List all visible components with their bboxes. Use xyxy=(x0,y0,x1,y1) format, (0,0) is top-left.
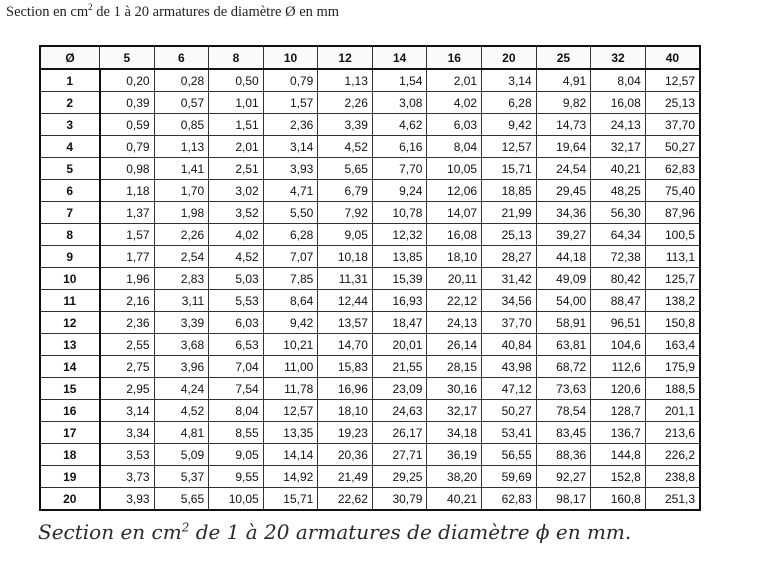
section-value-cell: 1,57 xyxy=(100,224,155,246)
section-value-cell: 40,21 xyxy=(591,158,646,180)
diameter-header: 8 xyxy=(209,46,264,69)
section-value-cell: 120,6 xyxy=(591,378,646,400)
section-value-cell: 49,09 xyxy=(536,268,591,290)
section-value-cell: 9,05 xyxy=(209,444,264,466)
table-row xyxy=(40,136,700,158)
section-value-cell: 29,25 xyxy=(372,466,427,488)
section-value-cell: 5,53 xyxy=(209,290,264,312)
section-value-cell: 8,64 xyxy=(263,290,318,312)
section-value-cell: 98,17 xyxy=(536,488,591,511)
section-value-cell: 3,39 xyxy=(154,312,209,334)
section-value-cell: 11,00 xyxy=(263,356,318,378)
section-value-cell: 3,14 xyxy=(482,69,537,92)
section-value-cell: 6,28 xyxy=(263,224,318,246)
table-header-row xyxy=(40,46,700,69)
section-value-cell: 32,17 xyxy=(427,400,482,422)
table-row xyxy=(40,268,700,290)
section-value-cell: 92,27 xyxy=(536,466,591,488)
bar-count-cell: 2 xyxy=(40,92,100,114)
section-value-cell: 87,96 xyxy=(645,202,700,224)
section-value-cell: 8,04 xyxy=(427,136,482,158)
section-value-cell: 3,39 xyxy=(318,114,373,136)
section-value-cell: 3,52 xyxy=(209,202,264,224)
section-value-cell: 213,6 xyxy=(645,422,700,444)
section-value-cell: 18,10 xyxy=(427,246,482,268)
rebar-section-table xyxy=(39,45,701,511)
section-value-cell: 4,52 xyxy=(209,246,264,268)
section-value-cell: 2,36 xyxy=(100,312,155,334)
section-value-cell: 4,52 xyxy=(318,136,373,158)
section-value-cell: 1,01 xyxy=(209,92,264,114)
diameter-header: 14 xyxy=(372,46,427,69)
section-value-cell: 36,19 xyxy=(427,444,482,466)
section-value-cell: 34,36 xyxy=(536,202,591,224)
section-value-cell: 0,79 xyxy=(100,136,155,158)
section-value-cell: 10,78 xyxy=(372,202,427,224)
table-row xyxy=(40,246,700,268)
diameter-header: 10 xyxy=(263,46,318,69)
section-value-cell: 20,01 xyxy=(372,334,427,356)
diameter-header: 32 xyxy=(591,46,646,69)
bar-count-cell: 4 xyxy=(40,136,100,158)
section-value-cell: 39,27 xyxy=(536,224,591,246)
section-value-cell: 30,79 xyxy=(372,488,427,511)
diameter-header: 20 xyxy=(482,46,537,69)
section-value-cell: 6,79 xyxy=(318,180,373,202)
bar-count-cell: 5 xyxy=(40,158,100,180)
section-value-cell: 7,92 xyxy=(318,202,373,224)
section-value-cell: 16,93 xyxy=(372,290,427,312)
bar-count-cell: 13 xyxy=(40,334,100,356)
section-value-cell: 1,96 xyxy=(100,268,155,290)
section-value-cell: 125,7 xyxy=(645,268,700,290)
title-prefix: Section en cm xyxy=(6,3,89,20)
section-value-cell: 1,54 xyxy=(372,69,427,92)
caption-prefix: Section en cm xyxy=(38,520,182,544)
section-value-cell: 3,96 xyxy=(154,356,209,378)
section-value-cell: 12,06 xyxy=(427,180,482,202)
section-value-cell: 112,6 xyxy=(591,356,646,378)
section-value-cell: 5,09 xyxy=(154,444,209,466)
section-value-cell: 7,54 xyxy=(209,378,264,400)
section-value-cell: 63,81 xyxy=(536,334,591,356)
bar-count-cell: 16 xyxy=(40,400,100,422)
bar-count-cell: 7 xyxy=(40,202,100,224)
bar-count-cell: 6 xyxy=(40,180,100,202)
section-value-cell: 4,02 xyxy=(427,92,482,114)
section-value-cell: 1,98 xyxy=(154,202,209,224)
section-value-cell: 2,54 xyxy=(154,246,209,268)
section-value-cell: 14,73 xyxy=(536,114,591,136)
section-value-cell: 40,21 xyxy=(427,488,482,511)
diameter-header: 25 xyxy=(536,46,591,69)
section-value-cell: 14,92 xyxy=(263,466,318,488)
bar-count-cell: 18 xyxy=(40,444,100,466)
section-value-cell: 16,08 xyxy=(427,224,482,246)
section-value-cell: 13,35 xyxy=(263,422,318,444)
section-value-cell: 2,16 xyxy=(100,290,155,312)
section-value-cell: 8,04 xyxy=(209,400,264,422)
section-value-cell: 15,71 xyxy=(482,158,537,180)
table-row xyxy=(40,422,700,444)
table-row xyxy=(40,202,700,224)
section-value-cell: 150,8 xyxy=(645,312,700,334)
section-value-cell: 5,37 xyxy=(154,466,209,488)
section-value-cell: 9,82 xyxy=(536,92,591,114)
section-value-cell: 0,50 xyxy=(209,69,264,92)
section-value-cell: 20,36 xyxy=(318,444,373,466)
table-row xyxy=(40,488,700,511)
section-value-cell: 5,65 xyxy=(154,488,209,511)
table-row xyxy=(40,224,700,246)
section-value-cell: 163,4 xyxy=(645,334,700,356)
section-value-cell: 64,34 xyxy=(591,224,646,246)
table-row xyxy=(40,312,700,334)
section-value-cell: 1,70 xyxy=(154,180,209,202)
section-value-cell: 2,01 xyxy=(427,69,482,92)
section-value-cell: 9,42 xyxy=(263,312,318,334)
section-value-cell: 0,39 xyxy=(100,92,155,114)
section-value-cell: 47,12 xyxy=(482,378,537,400)
bar-count-cell: 15 xyxy=(40,378,100,400)
section-value-cell: 6,53 xyxy=(209,334,264,356)
table-row xyxy=(40,290,700,312)
bar-count-cell: 9 xyxy=(40,246,100,268)
section-value-cell: 9,24 xyxy=(372,180,427,202)
section-value-cell: 3,34 xyxy=(100,422,155,444)
table-row xyxy=(40,92,700,114)
table-row xyxy=(40,114,700,136)
section-value-cell: 5,03 xyxy=(209,268,264,290)
table-row xyxy=(40,400,700,422)
section-value-cell: 9,55 xyxy=(209,466,264,488)
section-value-cell: 138,2 xyxy=(645,290,700,312)
bar-count-cell: 1 xyxy=(40,69,100,92)
section-value-cell: 19,23 xyxy=(318,422,373,444)
table-row xyxy=(40,180,700,202)
section-value-cell: 3,14 xyxy=(100,400,155,422)
bar-count-cell: 20 xyxy=(40,488,100,511)
table-row xyxy=(40,466,700,488)
section-value-cell: 1,51 xyxy=(209,114,264,136)
diameter-header: 5 xyxy=(100,46,155,69)
diameter-header: 12 xyxy=(318,46,373,69)
section-value-cell: 26,17 xyxy=(372,422,427,444)
section-value-cell: 12,57 xyxy=(645,69,700,92)
section-value-cell: 15,39 xyxy=(372,268,427,290)
diameter-header: 16 xyxy=(427,46,482,69)
section-value-cell: 0,28 xyxy=(154,69,209,92)
diameter-header: 40 xyxy=(645,46,700,69)
bar-count-cell: 8 xyxy=(40,224,100,246)
bar-count-cell: 3 xyxy=(40,114,100,136)
section-value-cell: 5,65 xyxy=(318,158,373,180)
bar-count-cell: 11 xyxy=(40,290,100,312)
section-value-cell: 0,79 xyxy=(263,69,318,92)
section-value-cell: 188,5 xyxy=(645,378,700,400)
section-value-cell: 0,20 xyxy=(100,69,155,92)
section-value-cell: 29,45 xyxy=(536,180,591,202)
section-value-cell: 251,3 xyxy=(645,488,700,511)
section-value-cell: 15,83 xyxy=(318,356,373,378)
section-value-cell: 37,70 xyxy=(482,312,537,334)
bar-count-cell: 10 xyxy=(40,268,100,290)
section-value-cell: 48,25 xyxy=(591,180,646,202)
bar-count-cell: 12 xyxy=(40,312,100,334)
bar-count-cell: 19 xyxy=(40,466,100,488)
section-value-cell: 12,32 xyxy=(372,224,427,246)
section-value-cell: 22,12 xyxy=(427,290,482,312)
section-value-cell: 78,54 xyxy=(536,400,591,422)
section-value-cell: 4,24 xyxy=(154,378,209,400)
table-row xyxy=(40,334,700,356)
section-value-cell: 9,05 xyxy=(318,224,373,246)
page-title xyxy=(6,2,339,21)
section-value-cell: 104,6 xyxy=(591,334,646,356)
section-value-cell: 3,68 xyxy=(154,334,209,356)
section-value-cell: 2,26 xyxy=(318,92,373,114)
section-value-cell: 96,51 xyxy=(591,312,646,334)
section-value-cell: 59,69 xyxy=(482,466,537,488)
corner-header: Ø xyxy=(40,46,100,69)
section-value-cell: 13,57 xyxy=(318,312,373,334)
section-value-cell: 18,47 xyxy=(372,312,427,334)
section-value-cell: 3,93 xyxy=(100,488,155,511)
section-value-cell: 2,83 xyxy=(154,268,209,290)
section-value-cell: 8,55 xyxy=(209,422,264,444)
section-value-cell: 152,8 xyxy=(591,466,646,488)
section-value-cell: 50,27 xyxy=(645,136,700,158)
section-value-cell: 2,75 xyxy=(100,356,155,378)
section-value-cell: 25,13 xyxy=(645,92,700,114)
section-value-cell: 50,27 xyxy=(482,400,537,422)
section-value-cell: 0,85 xyxy=(154,114,209,136)
section-value-cell: 2,95 xyxy=(100,378,155,400)
bar-count-cell: 14 xyxy=(40,356,100,378)
section-value-cell: 27,71 xyxy=(372,444,427,466)
section-value-cell: 12,57 xyxy=(263,400,318,422)
table-row xyxy=(40,444,700,466)
section-value-cell: 14,70 xyxy=(318,334,373,356)
section-value-cell: 4,81 xyxy=(154,422,209,444)
section-value-cell: 113,1 xyxy=(645,246,700,268)
section-value-cell: 6,03 xyxy=(209,312,264,334)
section-value-cell: 4,02 xyxy=(209,224,264,246)
section-value-cell: 14,07 xyxy=(427,202,482,224)
diameter-header: 6 xyxy=(154,46,209,69)
section-value-cell: 62,83 xyxy=(645,158,700,180)
section-value-cell: 21,99 xyxy=(482,202,537,224)
section-value-cell: 26,14 xyxy=(427,334,482,356)
section-value-cell: 72,38 xyxy=(591,246,646,268)
section-value-cell: 201,1 xyxy=(645,400,700,422)
section-value-cell: 7,70 xyxy=(372,158,427,180)
title-exponent: 2 xyxy=(88,2,93,12)
section-value-cell: 160,8 xyxy=(591,488,646,511)
section-value-cell: 83,45 xyxy=(536,422,591,444)
section-value-cell: 226,2 xyxy=(645,444,700,466)
section-value-cell: 2,01 xyxy=(209,136,264,158)
section-value-cell: 40,84 xyxy=(482,334,537,356)
section-value-cell: 4,52 xyxy=(154,400,209,422)
section-value-cell: 2,51 xyxy=(209,158,264,180)
section-value-cell: 12,57 xyxy=(482,136,537,158)
section-value-cell: 58,91 xyxy=(536,312,591,334)
section-value-cell: 24,13 xyxy=(427,312,482,334)
section-value-cell: 16,08 xyxy=(591,92,646,114)
section-value-cell: 7,85 xyxy=(263,268,318,290)
section-value-cell: 5,50 xyxy=(263,202,318,224)
section-value-cell: 44,18 xyxy=(536,246,591,268)
section-value-cell: 30,16 xyxy=(427,378,482,400)
section-value-cell: 10,05 xyxy=(209,488,264,511)
section-value-cell: 238,8 xyxy=(645,466,700,488)
section-value-cell: 11,31 xyxy=(318,268,373,290)
section-value-cell: 7,04 xyxy=(209,356,264,378)
section-value-cell: 68,72 xyxy=(536,356,591,378)
section-value-cell: 2,26 xyxy=(154,224,209,246)
section-value-cell: 0,57 xyxy=(154,92,209,114)
caption-exponent: 2 xyxy=(181,520,190,535)
section-value-cell: 10,18 xyxy=(318,246,373,268)
section-value-cell: 34,56 xyxy=(482,290,537,312)
section-value-cell: 175,9 xyxy=(645,356,700,378)
table-caption xyxy=(38,520,631,544)
section-value-cell: 37,70 xyxy=(645,114,700,136)
section-value-cell: 56,30 xyxy=(591,202,646,224)
section-value-cell: 10,21 xyxy=(263,334,318,356)
section-value-cell: 13,85 xyxy=(372,246,427,268)
section-value-cell: 0,59 xyxy=(100,114,155,136)
section-value-cell: 12,44 xyxy=(318,290,373,312)
section-value-cell: 144,8 xyxy=(591,444,646,466)
section-value-cell: 2,36 xyxy=(263,114,318,136)
section-value-cell: 1,57 xyxy=(263,92,318,114)
section-value-cell: 28,15 xyxy=(427,356,482,378)
section-value-cell: 75,40 xyxy=(645,180,700,202)
section-value-cell: 18,85 xyxy=(482,180,537,202)
section-value-cell: 80,42 xyxy=(591,268,646,290)
section-value-cell: 88,36 xyxy=(536,444,591,466)
section-value-cell: 1,41 xyxy=(154,158,209,180)
section-value-cell: 3,73 xyxy=(100,466,155,488)
section-value-cell: 128,7 xyxy=(591,400,646,422)
section-value-cell: 88,47 xyxy=(591,290,646,312)
section-value-cell: 4,71 xyxy=(263,180,318,202)
section-value-cell: 38,20 xyxy=(427,466,482,488)
section-value-cell: 21,55 xyxy=(372,356,427,378)
section-value-cell: 100,5 xyxy=(645,224,700,246)
section-value-cell: 6,03 xyxy=(427,114,482,136)
section-value-cell: 24,13 xyxy=(591,114,646,136)
section-value-cell: 1,13 xyxy=(154,136,209,158)
section-value-cell: 20,11 xyxy=(427,268,482,290)
section-value-cell: 1,18 xyxy=(100,180,155,202)
bar-count-cell: 17 xyxy=(40,422,100,444)
section-value-cell: 1,37 xyxy=(100,202,155,224)
section-value-cell: 15,71 xyxy=(263,488,318,511)
section-value-cell: 25,13 xyxy=(482,224,537,246)
section-value-cell: 3,14 xyxy=(263,136,318,158)
table-row xyxy=(40,69,700,92)
section-value-cell: 43,98 xyxy=(482,356,537,378)
section-value-cell: 19,64 xyxy=(536,136,591,158)
section-value-cell: 3,53 xyxy=(100,444,155,466)
section-value-cell: 3,02 xyxy=(209,180,264,202)
section-value-cell: 4,62 xyxy=(372,114,427,136)
table-row xyxy=(40,158,700,180)
section-value-cell: 6,28 xyxy=(482,92,537,114)
section-value-cell: 14,14 xyxy=(263,444,318,466)
section-value-cell: 11,78 xyxy=(263,378,318,400)
section-value-cell: 9,42 xyxy=(482,114,537,136)
table-row xyxy=(40,356,700,378)
section-value-cell: 31,42 xyxy=(482,268,537,290)
section-value-cell: 62,83 xyxy=(482,488,537,511)
section-value-cell: 8,04 xyxy=(591,69,646,92)
section-value-cell: 0,98 xyxy=(100,158,155,180)
table-row xyxy=(40,378,700,400)
section-value-cell: 3,93 xyxy=(263,158,318,180)
section-value-cell: 4,91 xyxy=(536,69,591,92)
section-value-cell: 23,09 xyxy=(372,378,427,400)
section-value-cell: 1,77 xyxy=(100,246,155,268)
section-value-cell: 21,49 xyxy=(318,466,373,488)
section-value-cell: 34,18 xyxy=(427,422,482,444)
section-value-cell: 1,13 xyxy=(318,69,373,92)
section-value-cell: 3,11 xyxy=(154,290,209,312)
title-suffix: de 1 à 20 armatures de diamètre Ø en mm xyxy=(92,3,340,20)
section-value-cell: 24,63 xyxy=(372,400,427,422)
section-value-cell: 32,17 xyxy=(591,136,646,158)
section-value-cell: 56,55 xyxy=(482,444,537,466)
section-value-cell: 53,41 xyxy=(482,422,537,444)
section-value-cell: 24,54 xyxy=(536,158,591,180)
caption-suffix: de 1 à 20 armatures de diamètre ϕ en mm. xyxy=(189,520,632,544)
section-value-cell: 7,07 xyxy=(263,246,318,268)
section-value-cell: 136,7 xyxy=(591,422,646,444)
section-value-cell: 16,96 xyxy=(318,378,373,400)
section-value-cell: 3,08 xyxy=(372,92,427,114)
section-value-cell: 22,62 xyxy=(318,488,373,511)
section-value-cell: 18,10 xyxy=(318,400,373,422)
section-value-cell: 2,55 xyxy=(100,334,155,356)
section-value-cell: 54,00 xyxy=(536,290,591,312)
section-value-cell: 28,27 xyxy=(482,246,537,268)
section-value-cell: 6,16 xyxy=(372,136,427,158)
section-value-cell: 10,05 xyxy=(427,158,482,180)
section-value-cell: 73,63 xyxy=(536,378,591,400)
